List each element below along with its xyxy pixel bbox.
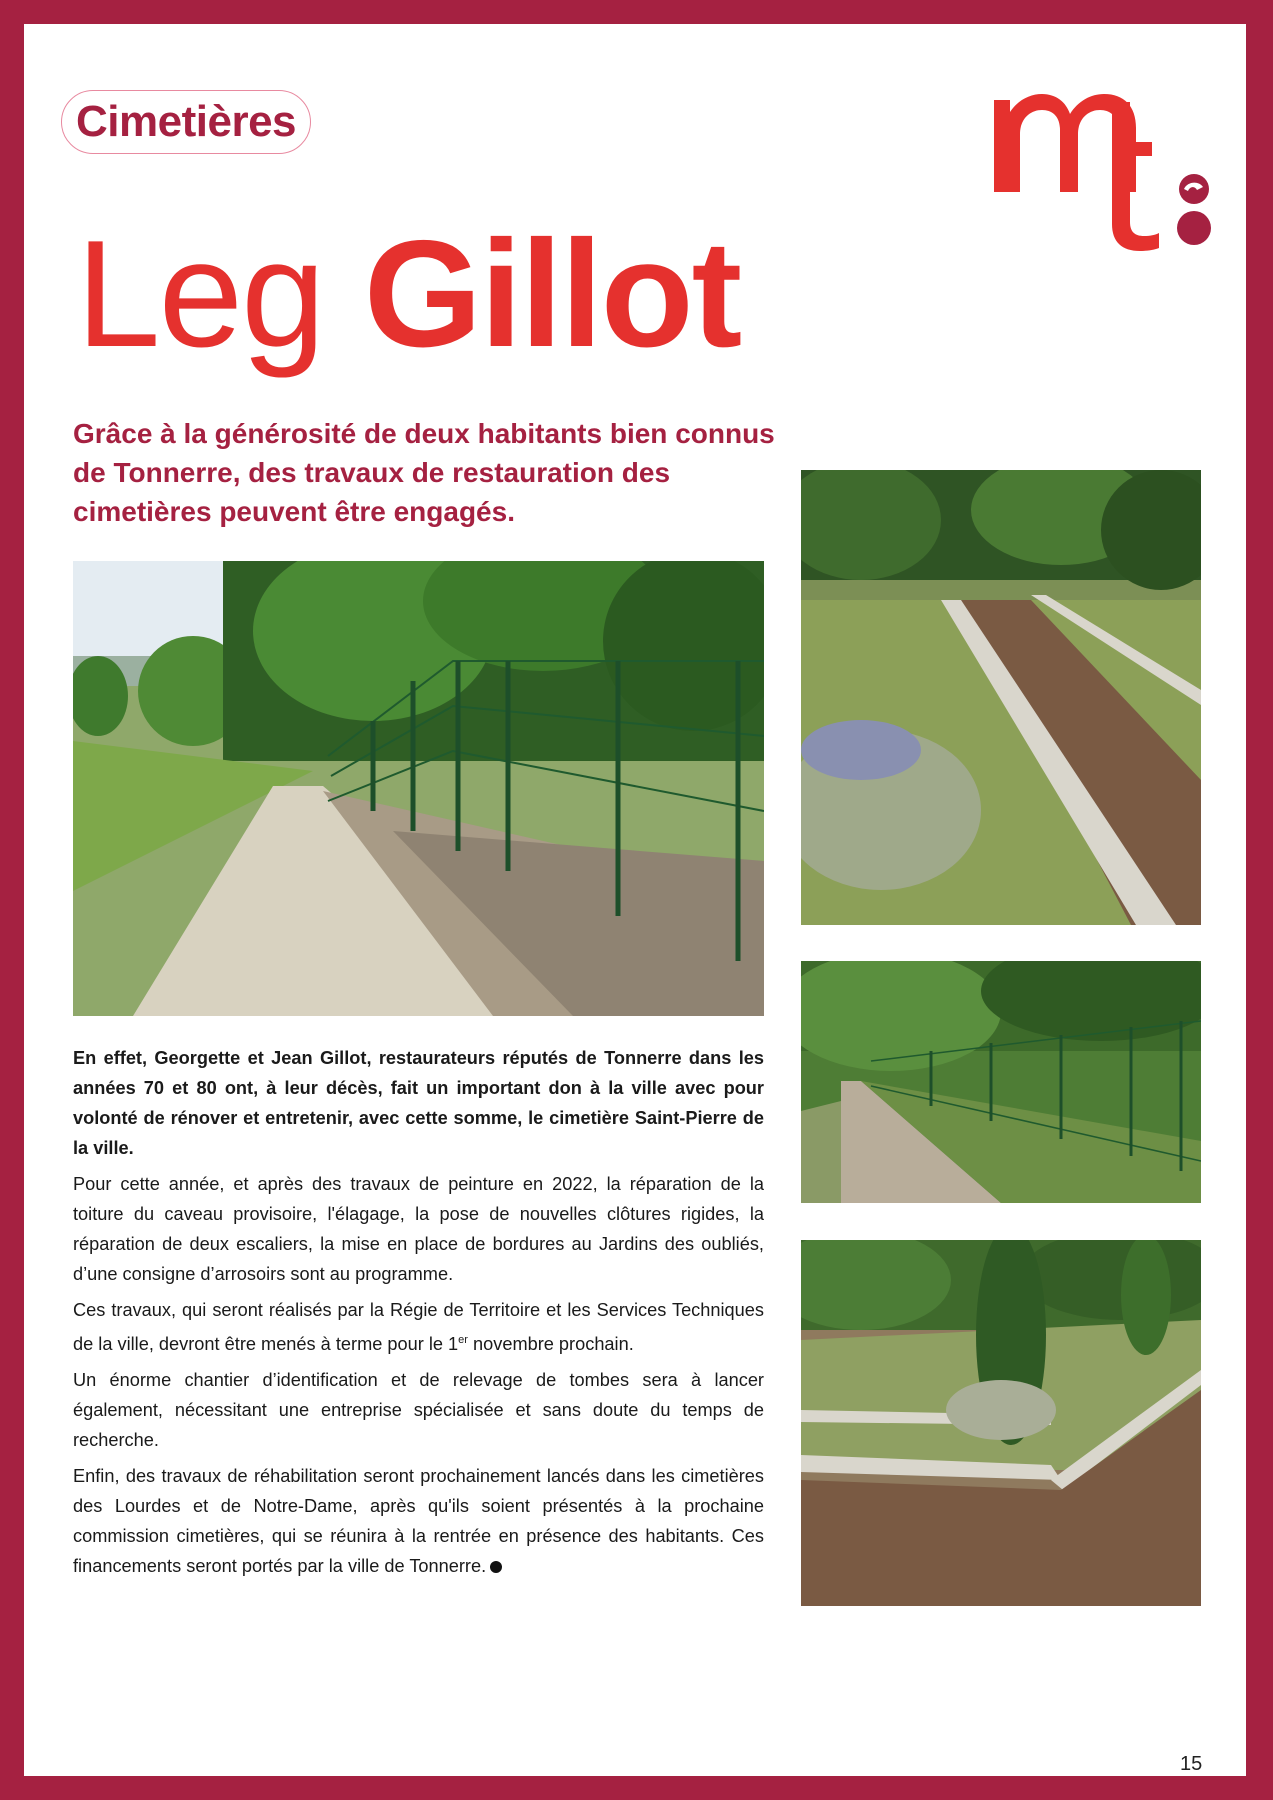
page-title [76,209,740,379]
photo-fence-garden-image [801,961,1201,1203]
photo-garden-borders [801,470,1201,925]
end-mark-icon [490,1561,502,1573]
body-paragraph-2-end: novembre prochain. [467,1334,634,1355]
magazine-page [24,24,1246,1776]
photo-cypress-beds-image [801,1240,1201,1606]
section-tag: Cimetières [61,90,311,154]
lead-paragraph: Grâce à la générosité de deux habitants bien connus de Tonnerre, des travaux de restauration des cimetières peuvent être engagés. [73,418,775,527]
body-paragraph-2-start: Ces travaux, qui seront réalisés par la Régie de Territoire et les Services Techniques de la ville, devront être menés à terme pour le 1 [73,1300,764,1355]
photo-cypress-beds [801,1240,1201,1606]
ordinal-superscript: er [458,1334,468,1346]
photo-fence-garden [801,961,1201,1203]
body-paragraph-4 [73,1461,764,1581]
article-body [73,1043,764,1587]
title-bold: Gillot [363,209,741,379]
title-light: Leg [76,209,324,379]
mt-logo-graphic [984,72,1234,272]
body-paragraph-4-text: Enfin, des travaux de réhabilitation seront prochainement lancés dans les cimetières des Lourdes et de Notre-Dame, après qu'ils soient présentés à la prochaine commission cimetières, qui se réunira à la rentrée en présence des habitants. Ces financements seront portés par la ville de Tonnerre. [73,1466,764,1577]
page-number: 15 [1180,1753,1203,1775]
body-paragraph-2 [73,1295,764,1359]
body-paragraph-1: Pour cette année, et après des travaux de peinture en 2022, la réparation de la toiture du caveau provisoire, l'élagage, la pose de nouvelles clôtures rigides, la réparation de deux escaliers, la mise en place de bordures au Jardins des oubliés, d’une consigne d’arrosoirs sont au programme. [73,1174,764,1284]
photo-fence-path-image [73,561,764,1016]
mt-logo-icon [984,72,1234,272]
photo-fence-path [73,561,764,1016]
photo-garden-borders-image [801,470,1201,925]
intro-paragraph: En effet, Georgette et Jean Gillot, restaurateurs réputés de Tonnerre dans les années 70 et 80 ont, à leur décès, fait un important don à la ville avec pour volonté de rénover et entretenir, avec cette somme, le cimetière Saint-Pierre de la ville. [73,1048,764,1158]
body-paragraph-3: Un énorme chantier d’identification et de relevage de tombes sera à lancer également, nécessitant une entreprise spécialisée et sans doute du temps de recherche. [73,1370,764,1451]
